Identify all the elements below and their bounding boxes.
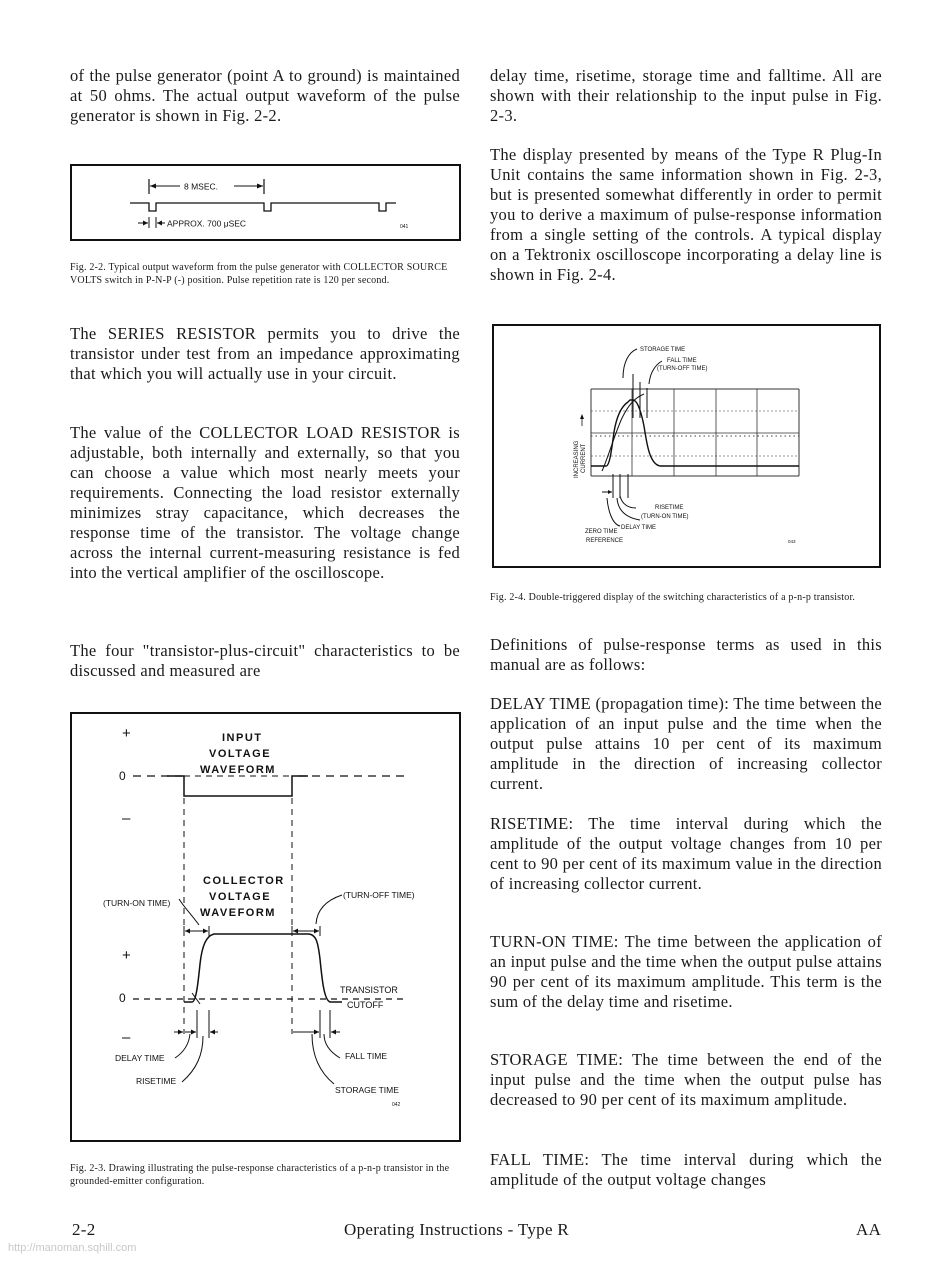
fig-2-2-caption: Fig. 2-2. Typical output waveform from the pulse generator with COLLECTOR SOURCE VOLTS switch in P-N-P (-) position. Pulse repetition rate is 120 per second. — [70, 262, 448, 286]
fig-2-3-risetime-label: RISETIME — [136, 1076, 177, 1086]
fig-2-2-waveform — [72, 166, 459, 239]
fig-2-3-collector-label: VOLTAGE — [209, 891, 272, 903]
fig-2-3-fall-label: FALL TIME — [345, 1051, 388, 1061]
fig-2-3-minus-top: – — [122, 810, 131, 827]
fig-2-3-turn-off-label: (TURN-OFF TIME) — [343, 890, 415, 900]
fig-2-3-frame — [70, 712, 461, 1142]
fig-2-4-caption: Fig. 2-4. Double-triggered display of the switching characteristics of a p-n-p transistor. — [490, 592, 856, 603]
fig-2-4-caption-block — [490, 591, 882, 604]
fig-2-2-width-label: APPROX. 700 μSEC — [167, 218, 247, 229]
fig-2-3-storage-label: STORAGE TIME — [335, 1085, 399, 1095]
fig-2-3-collector-label: WAVEFORM — [200, 907, 276, 919]
fig-2-3-minus-bottom: – — [122, 1029, 131, 1046]
definition-storage-time: STORAGE TIME: The time between the end of the input pulse and the time when the output pulse has decreased to 90 per cent of its maximum amplitude. — [490, 1050, 882, 1109]
fig-2-4-delay-label: DELAY TIME — [621, 525, 657, 531]
fig-2-3-turn-on-label: (TURN-ON TIME) — [103, 898, 171, 908]
definition-delay-time: DELAY TIME (propagation time): The time between the application of an input pulse and the time when the output pulse attains 10 per cent of its maximum amplitude in the direction of increasing collector current. — [490, 694, 882, 793]
left-paragraph-1: of the pulse generator (point A to ground) is maintained at 50 ohms. The actual output waveform of the pulse generator is shown in Fig. 2-2. — [70, 66, 460, 125]
fig-2-4-frame — [492, 324, 881, 568]
revision-code: AA — [856, 1220, 882, 1239]
fig-2-4-code: 043 — [788, 539, 796, 544]
watermark-url: http://manoman.sqhill.com — [8, 1242, 137, 1254]
fig-2-4-zero-label: ZERO TIME — [585, 529, 618, 535]
fig-2-2-frame — [70, 164, 461, 241]
fig-2-3-caption: Fig. 2-3. Drawing illustrating the pulse-response characteristics of a p-n-p transistor in the grounded-emitter configuration. — [70, 1163, 450, 1187]
fig-2-4-zero-label: REFERENCE — [586, 538, 624, 544]
right-paragraph-1: delay time, risetime, storage time and falltime. All are shown with their relationship to the input pulse in Fig. 2-3. — [490, 66, 882, 125]
left-paragraph-4: The four "transistor-plus-circuit" characteristics to be discussed and measured are — [70, 641, 460, 680]
fig-2-4-turn-off-label: (TURN-OFF TIME) — [657, 366, 708, 372]
fig-2-3-zero-bottom: 0 — [119, 991, 126, 1005]
fig-2-3-input-label: VOLTAGE — [209, 748, 272, 760]
fig-2-4-fall-label: FALL TIME — [667, 358, 697, 364]
page-number: 2-2 — [72, 1220, 96, 1239]
left-paragraph-3: The value of the COLLECTOR LOAD RESISTOR is adjustable, both internally and externally, so that you can choose a value which most nearly meets your requirements. Connecting the load resistor externally minimizes stray capacitance, which decreases the response time of the transistor. The voltage change across the internal current-measuring resistance is fed into the vertical amplifier of the oscilloscope. — [70, 423, 460, 582]
fig-2-3-zero-top: 0 — [119, 769, 126, 783]
fig-2-3-code: 042 — [392, 1102, 401, 1108]
fig-2-3-transistor-label: TRANSISTOR — [340, 985, 398, 995]
fig-2-2-caption-block — [70, 261, 460, 287]
fig-2-3-input-label: WAVEFORM — [200, 764, 276, 776]
fig-2-4-turn-on-label: (TURN-ON TIME) — [641, 514, 689, 520]
definition-risetime: RISETIME: The time interval during which the amplitude of the output voltage changes from 10 per cent to 90 per cent of its maximum value in the direction of increasing collector current. — [490, 814, 882, 893]
definition-fall-time: FALL TIME: The time interval during which the amplitude of the output voltage changes — [490, 1150, 882, 1189]
fig-2-3-plus-bottom: + — [122, 947, 131, 964]
fig-2-3-delay-label: DELAY TIME — [115, 1053, 165, 1063]
fig-2-4-storage-label: STORAGE TIME — [640, 347, 686, 353]
fig-2-3-input-label: INPUT — [222, 732, 263, 744]
fig-2-3-diagram — [72, 714, 459, 1140]
fig-2-2-period-label: 8 MSEC. — [184, 181, 219, 192]
right-paragraph-2: The display presented by means of the Type R Plug-In Unit contains the same information shown in Fig. 2-3, but is presented somewhat differently in order to permit you to derive a maximum of pulse-response information from a single setting of the controls. A typical display on a Tektronix oscilloscope incorporating a delay line is shown in Fig. 2-4. — [490, 145, 882, 284]
left-paragraph-2: The SERIES RESISTOR permits you to drive the transistor under test from an impedance approximating that which you will actually use in your circuit. — [70, 324, 460, 383]
right-paragraph-3: Definitions of pulse-response terms as used in this manual are as follows: — [490, 635, 882, 674]
fig-2-4-risetime-label: RISETIME — [655, 505, 684, 511]
fig-2-3-cutoff-label: CUTOFF — [347, 1000, 384, 1010]
definition-turn-on-time: TURN-ON TIME: The time between the application of an input pulse and the time when the output pulse attains 90 per cent of its maximum amplitude. This term is the sum of the delay time and risetime. — [490, 932, 882, 1011]
fig-2-2-code: 041 — [400, 224, 409, 230]
fig-2-3-plus-top: + — [122, 725, 131, 742]
fig-2-3-collector-label: COLLECTOR — [203, 875, 285, 887]
fig-2-4-display — [494, 326, 879, 566]
fig-2-3-caption-block — [70, 1162, 460, 1188]
footer-title: Operating Instructions - Type R — [344, 1220, 569, 1239]
fig-2-4-axis-label: CURRENT — [581, 443, 587, 473]
fig-2-4-axis-label: INCREASING — [574, 440, 580, 478]
